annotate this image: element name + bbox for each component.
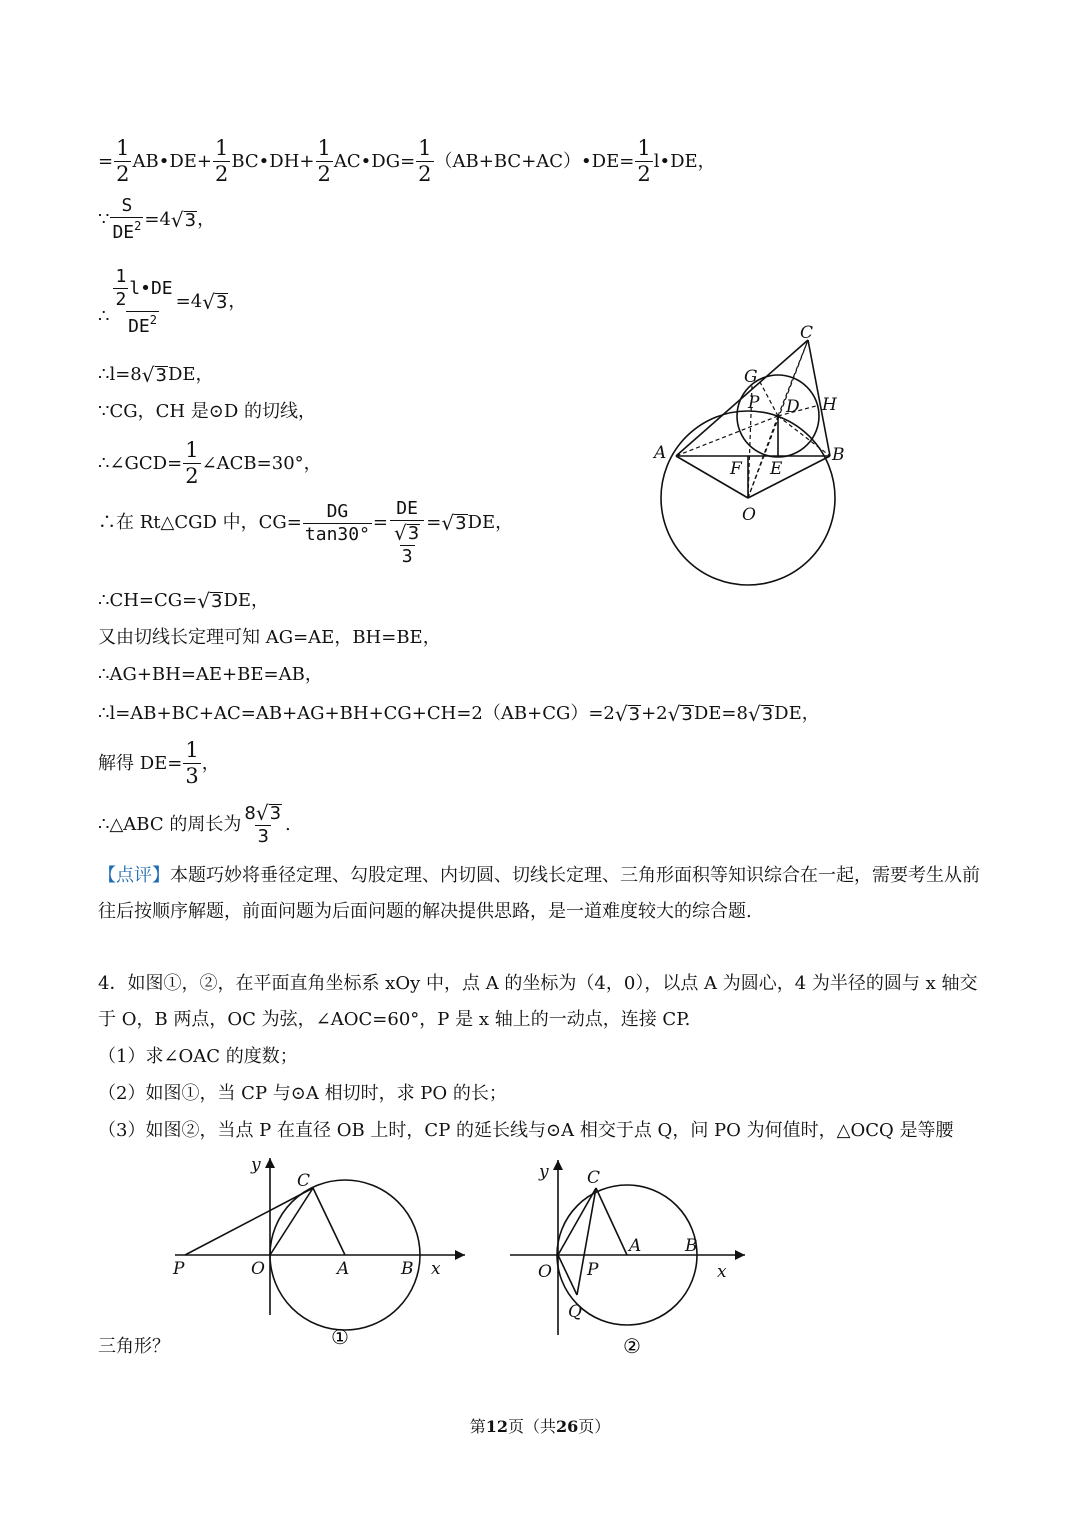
text: AC•DG= [333,150,416,172]
label-y: y [539,1162,549,1182]
comment-paragraph [98,858,988,930]
solution-line-4 [98,365,214,385]
text: ∵ [98,208,110,230]
label-a: A [629,1236,642,1256]
solution-line-5 [98,403,316,421]
label-e: E [770,459,783,479]
label-c: C [587,1168,601,1188]
text: ∴在 Rt△CGD 中，CG= [98,512,302,533]
solution-line-2 [98,197,215,242]
label-o: O [251,1259,265,1279]
problem-stem-text: 4．如图①，②，在平面直角坐标系 xOy 中，点 A 的坐标为（4，0），以点 A 为圆心，4 为半径的圆与 x 轴交于 O，B 两点，OC 为弦，∠AOC=60°，P 是 x 轴上的一动点，连接 CP. [98,973,978,1030]
text: ∴CH=CG= [98,590,198,611]
text: ∠ACB=30°， [201,452,322,474]
label-o: O [742,505,756,525]
comment-tag: 【点评】 [98,865,170,886]
label-x: x [717,1262,727,1282]
text: 又由切线长定理可知 AG=AE，BH=BE， [98,627,441,648]
text: DE=8 [693,703,748,724]
fraction-de-over-root3: DE √ 3 3 [389,500,425,566]
solution-line-13 [98,803,291,846]
geometry-figure-top [640,320,870,600]
text: ∴ [98,306,110,327]
solution-line-6 [98,440,322,487]
page-footer: 第12页（共26页） [469,1417,611,1436]
text: ， [197,208,216,230]
problem-4-q3 [98,1122,953,1140]
text: = [98,150,114,172]
fraction-half: $\frac{1}{2}$ [185,438,199,488]
figure-caption: ② [623,1334,641,1358]
sqrt: √ 3 [170,207,197,232]
label-d: D [786,397,800,417]
text: = [372,512,389,533]
question-3: （3）如图②，当点 P 在直径 OB 上时，CP 的延长线与⊙A 相交于点 Q，问 PO 为何值时，△OCQ 是等腰 [98,1120,954,1141]
fraction-half: $\frac{1}{2}$ [637,136,651,186]
question-2: （2）如图①，当 CP 与⊙A 相切时，求 PO 的长； [98,1083,507,1104]
text: =4 [144,208,171,230]
solution-line-7 [98,500,513,566]
text: DE， [167,364,214,385]
label-c: C [297,1171,311,1191]
solution-line-8 [98,591,269,611]
sqrt: √ 3 [197,589,223,613]
label-p: P [748,393,760,413]
label-b: B [401,1259,414,1279]
text: =4 [175,291,203,312]
text: = [426,512,442,533]
label-x: x [431,1259,441,1279]
fraction-half: $\frac{1}{2}$ [317,136,331,186]
fraction-perimeter: 8 √ 3 3 [244,801,282,847]
label-b: B [685,1236,698,1256]
fraction-one-third: $\frac{1}{3}$ [185,738,199,788]
solution-line-11 [98,704,820,724]
solution-line-9 [98,629,441,647]
text: ， [228,291,247,312]
fraction-half: $\frac{1}{2}$ [214,136,229,186]
sqrt: √ 3 [202,290,228,314]
fraction-s-over-de2: $\frac{S}{DE^2}$ [112,195,142,243]
fraction-half: $\frac{1}{2}$ [418,136,432,186]
problem-4-stem [98,966,988,1038]
text: ∴∠GCD= [98,452,183,474]
label-p: P [587,1260,599,1280]
label-b: B [832,445,845,465]
label-o: O [538,1262,552,1282]
text: BC•DH+ [231,150,315,172]
label-y: y [251,1155,261,1175]
sqrt: √ 3 [441,511,467,535]
page-number: 12 [485,1417,508,1436]
text: ∴l=8 [98,364,142,385]
question-1: （1）求∠OAC 的度数； [98,1046,298,1067]
text: DE， [774,703,820,724]
sqrt: √ 3 [747,702,774,726]
solution-line-10 [98,666,323,684]
question-3-end: 三角形？ [98,1336,170,1357]
text: 解得 DE= [98,752,183,774]
text: AB•DE+ [132,150,212,172]
text: ， [201,752,220,774]
sqrt: √ 3 [141,363,167,387]
text: +2 [641,703,668,724]
label-h: H [822,395,837,415]
label-q: Q [568,1302,582,1322]
solution-line-1 [98,138,716,185]
page-total: 26 [556,1417,579,1436]
text: （AB+BC+AC）•DE= [434,150,635,172]
text: ∴l=AB+BC+AC=AB+AG+BH+CG+CH=2（AB+CG）=2 [98,703,615,724]
text: . [285,813,291,835]
solution-line-3 [98,268,246,336]
label-a: A [654,443,667,463]
coordinate-figure-1 [165,1150,475,1350]
sqrt: √ 3 [614,702,641,726]
problem-4-q2 [98,1085,507,1103]
coordinate-figure-2 [505,1155,755,1360]
fraction-half: $\frac{1}{2}$ [116,136,130,186]
label-p: P [173,1259,185,1279]
sqrt: √ 3 [667,702,693,726]
fraction-dg-over-tan: $\frac{DG}{\tan 30^\circ}$ [304,500,370,545]
text: l•DE， [653,150,716,172]
problem-4-q1 [98,1048,298,1066]
label-a: A [337,1259,350,1279]
label-c: C [800,323,814,343]
problem-4-q3-end [98,1338,170,1356]
text: ∴AG+BH=AE+BE=AB， [98,664,323,685]
text: DE， [467,512,514,533]
text: DE， [223,590,270,611]
compound-fraction: $\frac{1}{2}$ l•DE $DE^2$ [115,266,173,337]
label-g: G [744,367,758,387]
comment-text: 本题巧妙将垂径定理、勾股定理、内切圆、切线长定理、三角形面积等知识综合在一起，需要考生从前往后按顺序解题，前面问题为后面问题的解决提供思路，是一道难度较大的综合题. [98,865,980,922]
solution-line-12 [98,740,220,787]
text: ∵CG，CH 是⊙D 的切线， [98,401,317,422]
label-f: F [730,459,742,479]
figure-caption: ① [331,1325,349,1349]
text: ∴△ABC 的周长为 [98,813,242,835]
